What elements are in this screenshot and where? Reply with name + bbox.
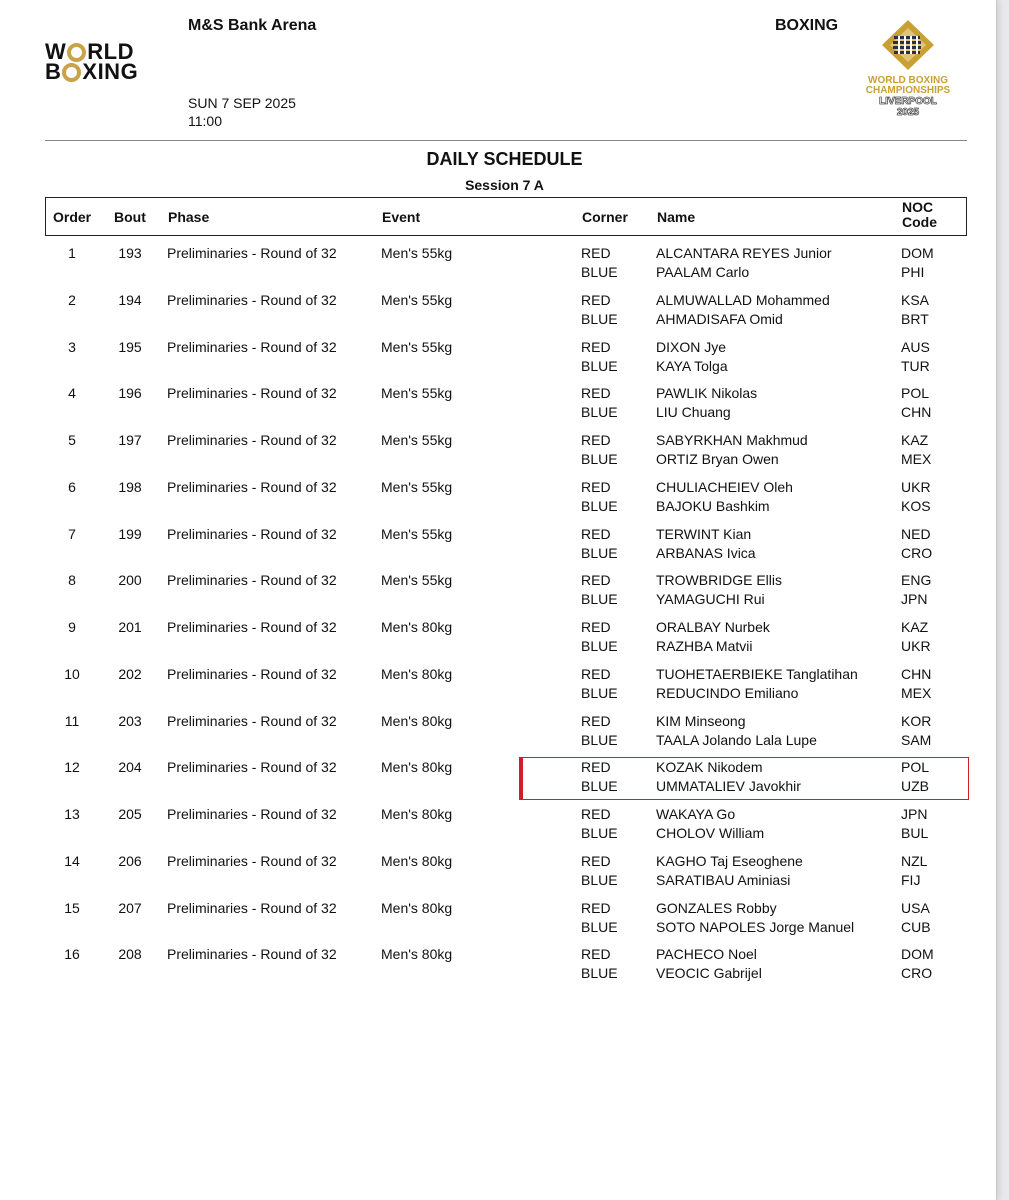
cell-phase: Preliminaries - Round of 32 (167, 245, 337, 261)
cell-red-noc: USA (901, 899, 930, 916)
cell-event: Men's 80kg (381, 852, 453, 869)
logo-w: W (45, 39, 67, 64)
cell-order: 9 (68, 619, 76, 635)
cell-red: RED (581, 619, 611, 635)
cell-blue-name: TAALA Jolando Lala Lupe (656, 731, 817, 748)
cell-blue: BLUE (581, 731, 618, 748)
cell-red-noc: KOR (901, 712, 932, 729)
cell-red-name: KOZAK Nikodem (656, 759, 763, 776)
cell-red-name: PACHECO Noel (656, 946, 757, 963)
cell-bout: 203 (118, 712, 142, 729)
col-event: Event (382, 209, 421, 225)
cell-red: RED (581, 478, 611, 495)
table-row (45, 526, 967, 566)
cell-bout: 204 (118, 759, 142, 776)
cell-bout: 206 (118, 852, 142, 869)
cell-blue: BLUE (581, 684, 618, 701)
table-row (45, 806, 967, 846)
cell-blue: BLUE (581, 965, 618, 982)
session-title: Session 7 A (465, 177, 544, 193)
cell-order: 10 (64, 665, 80, 682)
cell-red-name: CHULIACHEIEV Oleh (656, 478, 793, 495)
championship-logo (856, 18, 960, 118)
cell-red-name: TUOHETAERBIEKE Tanglatihan (656, 665, 858, 682)
cell-red-name: WAKAYA Go (656, 806, 736, 822)
cell-red-noc: KSA (901, 291, 930, 308)
cell-phase: Preliminaries - Round of 32 (167, 432, 337, 448)
cell-blue-noc: CRO (901, 544, 933, 561)
cell-red: RED (581, 946, 611, 963)
cell-red-name: KAGHO Taj Eseoghene (656, 852, 803, 869)
champ-line-1: WORLD BOXING (868, 75, 948, 86)
cell-blue: BLUE (581, 638, 618, 654)
cell-red-name: TERWINT Kian (656, 525, 752, 542)
cell-blue-noc: SAM (901, 731, 932, 748)
cell-red-name: DIXON Jye (656, 338, 727, 355)
cell-bout: 202 (118, 665, 142, 682)
cell-event: Men's 55kg (381, 525, 453, 542)
cell-red-noc: JPN (901, 806, 928, 822)
col-bout: Bout (114, 209, 146, 225)
cell-red: RED (581, 245, 611, 261)
cell-order: 1 (68, 245, 76, 261)
col-noc-line-2: Code (902, 214, 937, 230)
cell-blue-name: ORTIZ Bryan Owen (656, 451, 779, 467)
cell-event: Men's 80kg (381, 806, 453, 822)
cell-blue-name: REDUCINDO Emiliano (656, 684, 799, 701)
table-row (45, 245, 967, 285)
header-divider (45, 140, 967, 141)
champ-line-2: CHAMPIONSHIPS (865, 85, 951, 96)
cell-blue: BLUE (581, 591, 618, 608)
cell-phase: Preliminaries - Round of 32 (167, 338, 337, 355)
cell-red: RED (581, 665, 611, 682)
cell-order: 6 (68, 478, 76, 495)
cell-blue-name: YAMAGUCHI Rui (656, 591, 765, 608)
date: SUN 7 SEP 2025 (188, 95, 296, 111)
cell-blue-noc: UZB (901, 778, 929, 795)
cell-order: 11 (64, 712, 80, 729)
cell-blue-noc: PHI (901, 264, 925, 280)
cell-blue: BLUE (581, 310, 618, 327)
cell-phase: Preliminaries - Round of 32 (167, 946, 337, 963)
cell-red-name: TROWBRIDGE Ellis (656, 572, 782, 589)
cell-phase: Preliminaries - Round of 32 (167, 852, 337, 869)
world-boxing-logo (45, 39, 139, 84)
cell-red: RED (581, 525, 611, 542)
cell-red: RED (581, 899, 611, 916)
cell-blue-name: VEOCIC Gabrijel (656, 965, 762, 982)
cell-order: 12 (64, 759, 80, 776)
cell-blue: BLUE (581, 264, 618, 280)
cell-blue-noc: KOS (901, 497, 931, 514)
cell-blue-name: LIU Chuang (656, 404, 731, 421)
col-order: Order (53, 209, 92, 225)
cell-blue: BLUE (581, 544, 618, 561)
cell-red: RED (581, 338, 611, 355)
cell-blue-noc: TUR (901, 357, 930, 374)
cell-order: 16 (64, 946, 80, 963)
table-row (45, 666, 967, 706)
cell-blue: BLUE (581, 871, 618, 888)
col-corner: Corner (582, 209, 628, 225)
cell-order: 13 (64, 806, 80, 822)
cell-bout: 194 (118, 291, 142, 308)
cell-order: 5 (68, 432, 76, 448)
cell-red: RED (581, 572, 611, 589)
cell-event: Men's 80kg (381, 899, 453, 916)
championship-logo-icon (880, 18, 936, 72)
cell-blue-noc: CHN (901, 404, 932, 421)
table-row (45, 759, 967, 799)
col-phase: Phase (168, 209, 210, 225)
cell-blue-name: SARATIBAU Aminiasi (656, 871, 791, 888)
cell-phase: Preliminaries - Round of 32 (167, 572, 337, 589)
cell-event: Men's 55kg (381, 338, 453, 355)
logo-b: B (45, 59, 62, 84)
cell-order: 4 (68, 385, 76, 402)
cell-red-noc: KAZ (901, 619, 929, 635)
cell-order: 15 (64, 899, 80, 916)
cell-blue-noc: UKR (901, 638, 931, 654)
cell-phase: Preliminaries - Round of 32 (167, 712, 337, 729)
cell-order: 2 (68, 291, 76, 308)
cell-blue-noc: BUL (901, 825, 929, 841)
cell-red: RED (581, 712, 611, 729)
table-row (45, 619, 967, 659)
cell-order: 14 (64, 852, 80, 869)
cell-phase: Preliminaries - Round of 32 (167, 478, 337, 495)
cell-red-noc: ENG (901, 572, 932, 589)
cell-red-name: KIM Minseong (656, 712, 746, 729)
col-name: Name (657, 209, 696, 225)
cell-bout: 196 (118, 385, 142, 402)
cell-bout: 201 (118, 619, 142, 635)
logo-ring-icon (62, 63, 81, 82)
cell-red-name: SABYRKHAN Makhmud (656, 432, 808, 448)
cell-phase: Preliminaries - Round of 32 (167, 806, 337, 822)
cell-red-noc: CHN (901, 665, 932, 682)
cell-bout: 197 (118, 432, 142, 448)
cell-blue: BLUE (581, 404, 618, 421)
cell-red: RED (581, 806, 611, 822)
cell-event: Men's 80kg (381, 619, 453, 635)
cell-blue-name: CHOLOV William (656, 825, 765, 841)
cell-blue: BLUE (581, 497, 618, 514)
cell-red-noc: DOM (901, 946, 934, 963)
cell-bout: 199 (118, 525, 142, 542)
logo-rld: RLD (87, 39, 134, 64)
table-header (45, 197, 967, 236)
col-noc-line-1: NOC (902, 199, 934, 215)
time: 11:00 (188, 113, 222, 129)
cell-red-noc: POL (901, 385, 930, 402)
cell-red-noc: POL (901, 759, 930, 776)
championship-city (856, 96, 960, 118)
cell-red-name: ALCANTARA REYES Junior (656, 245, 832, 261)
cell-event: Men's 55kg (381, 291, 453, 308)
cell-event: Men's 80kg (381, 946, 453, 963)
cell-red: RED (581, 385, 611, 402)
cell-order: 8 (68, 572, 76, 589)
date-time (188, 94, 296, 130)
cell-bout: 198 (118, 478, 142, 495)
cell-phase: Preliminaries - Round of 32 (167, 665, 337, 682)
cell-event: Men's 80kg (381, 712, 453, 729)
champ-year: 2025 (896, 107, 920, 118)
cell-bout: 208 (118, 946, 142, 963)
cell-blue-name: ARBANAS Ivica (656, 544, 756, 561)
cell-phase: Preliminaries - Round of 32 (167, 525, 337, 542)
table-row (45, 900, 967, 940)
cell-bout: 195 (118, 338, 142, 355)
cell-red-name: GONZALES Robby (656, 899, 777, 916)
cell-event: Men's 55kg (381, 245, 453, 261)
table-row (45, 385, 967, 425)
cell-red-noc: AUS (901, 338, 930, 355)
cell-red: RED (581, 432, 611, 448)
cell-bout: 205 (118, 806, 142, 822)
cell-order: 7 (68, 525, 76, 542)
venue: M&S Bank Arena (188, 17, 317, 34)
cell-blue-name: AHMADISAFA Omid (656, 310, 783, 327)
cell-event: Men's 55kg (381, 432, 453, 448)
page-title: DAILY SCHEDULE (426, 149, 583, 169)
cell-red: RED (581, 759, 611, 776)
table-row (45, 572, 967, 612)
cell-blue: BLUE (581, 918, 618, 935)
cell-red-noc: NED (901, 525, 931, 542)
cell-bout: 200 (118, 572, 142, 589)
cell-red-name: ALMUWALLAD Mohammed (656, 291, 830, 308)
cell-bout: 193 (118, 245, 142, 261)
cell-phase: Preliminaries - Round of 32 (167, 619, 337, 635)
cell-blue: BLUE (581, 451, 618, 467)
cell-blue-name: PAALAM Carlo (656, 264, 750, 280)
cell-red-noc: KAZ (901, 432, 929, 448)
cell-red-name: ORALBAY Nurbek (656, 619, 770, 635)
cell-phase: Preliminaries - Round of 32 (167, 385, 337, 402)
cell-red: RED (581, 291, 611, 308)
cell-phase: Preliminaries - Round of 32 (167, 759, 337, 776)
cell-blue-name: KAYA Tolga (656, 357, 728, 374)
cell-blue-name: UMMATALIEV Javokhir (656, 778, 801, 795)
cell-blue-noc: MEX (901, 451, 932, 467)
col-noc (902, 200, 937, 230)
logo-xing: XING (82, 59, 139, 84)
cell-bout: 207 (118, 899, 142, 916)
cell-blue-noc: CUB (901, 918, 931, 935)
cell-red-noc: UKR (901, 478, 931, 495)
cell-blue: BLUE (581, 778, 618, 795)
table-row (45, 946, 967, 986)
cell-blue-name: BAJOKU Bashkim (656, 497, 770, 514)
cell-phase: Preliminaries - Round of 32 (167, 899, 337, 916)
cell-red-noc: NZL (901, 852, 928, 869)
cell-event: Men's 80kg (381, 665, 453, 682)
cell-blue: BLUE (581, 825, 618, 841)
table-row (45, 432, 967, 472)
table-row (45, 713, 967, 753)
cell-event: Men's 55kg (381, 385, 453, 402)
sport: BOXING (775, 17, 839, 34)
championship-title (856, 76, 960, 96)
cell-phase: Preliminaries - Round of 32 (167, 291, 337, 308)
cell-blue-noc: JPN (901, 591, 928, 608)
table-row (45, 292, 967, 332)
cell-red-name: PAWLIK Nikolas (656, 385, 758, 402)
cell-event: Men's 80kg (381, 759, 453, 776)
cell-blue: BLUE (581, 357, 618, 374)
cell-blue-name: RAZHBA Matvii (656, 638, 753, 654)
cell-blue-noc: FIJ (901, 871, 921, 888)
cell-blue-name: SOTO NAPOLES Jorge Manuel (656, 918, 855, 935)
cell-order: 3 (68, 338, 76, 355)
cell-red: RED (581, 852, 611, 869)
cell-blue-noc: BRT (901, 310, 929, 327)
champ-city: LIVERPOOL (879, 96, 937, 107)
cell-event: Men's 55kg (381, 478, 453, 495)
cell-blue-noc: MEX (901, 684, 932, 701)
cell-red-noc: DOM (901, 245, 934, 261)
cell-blue-noc: CRO (901, 965, 933, 982)
cell-event: Men's 55kg (381, 572, 453, 589)
table-row (45, 339, 967, 379)
table-row (45, 853, 967, 893)
table-row (45, 479, 967, 519)
